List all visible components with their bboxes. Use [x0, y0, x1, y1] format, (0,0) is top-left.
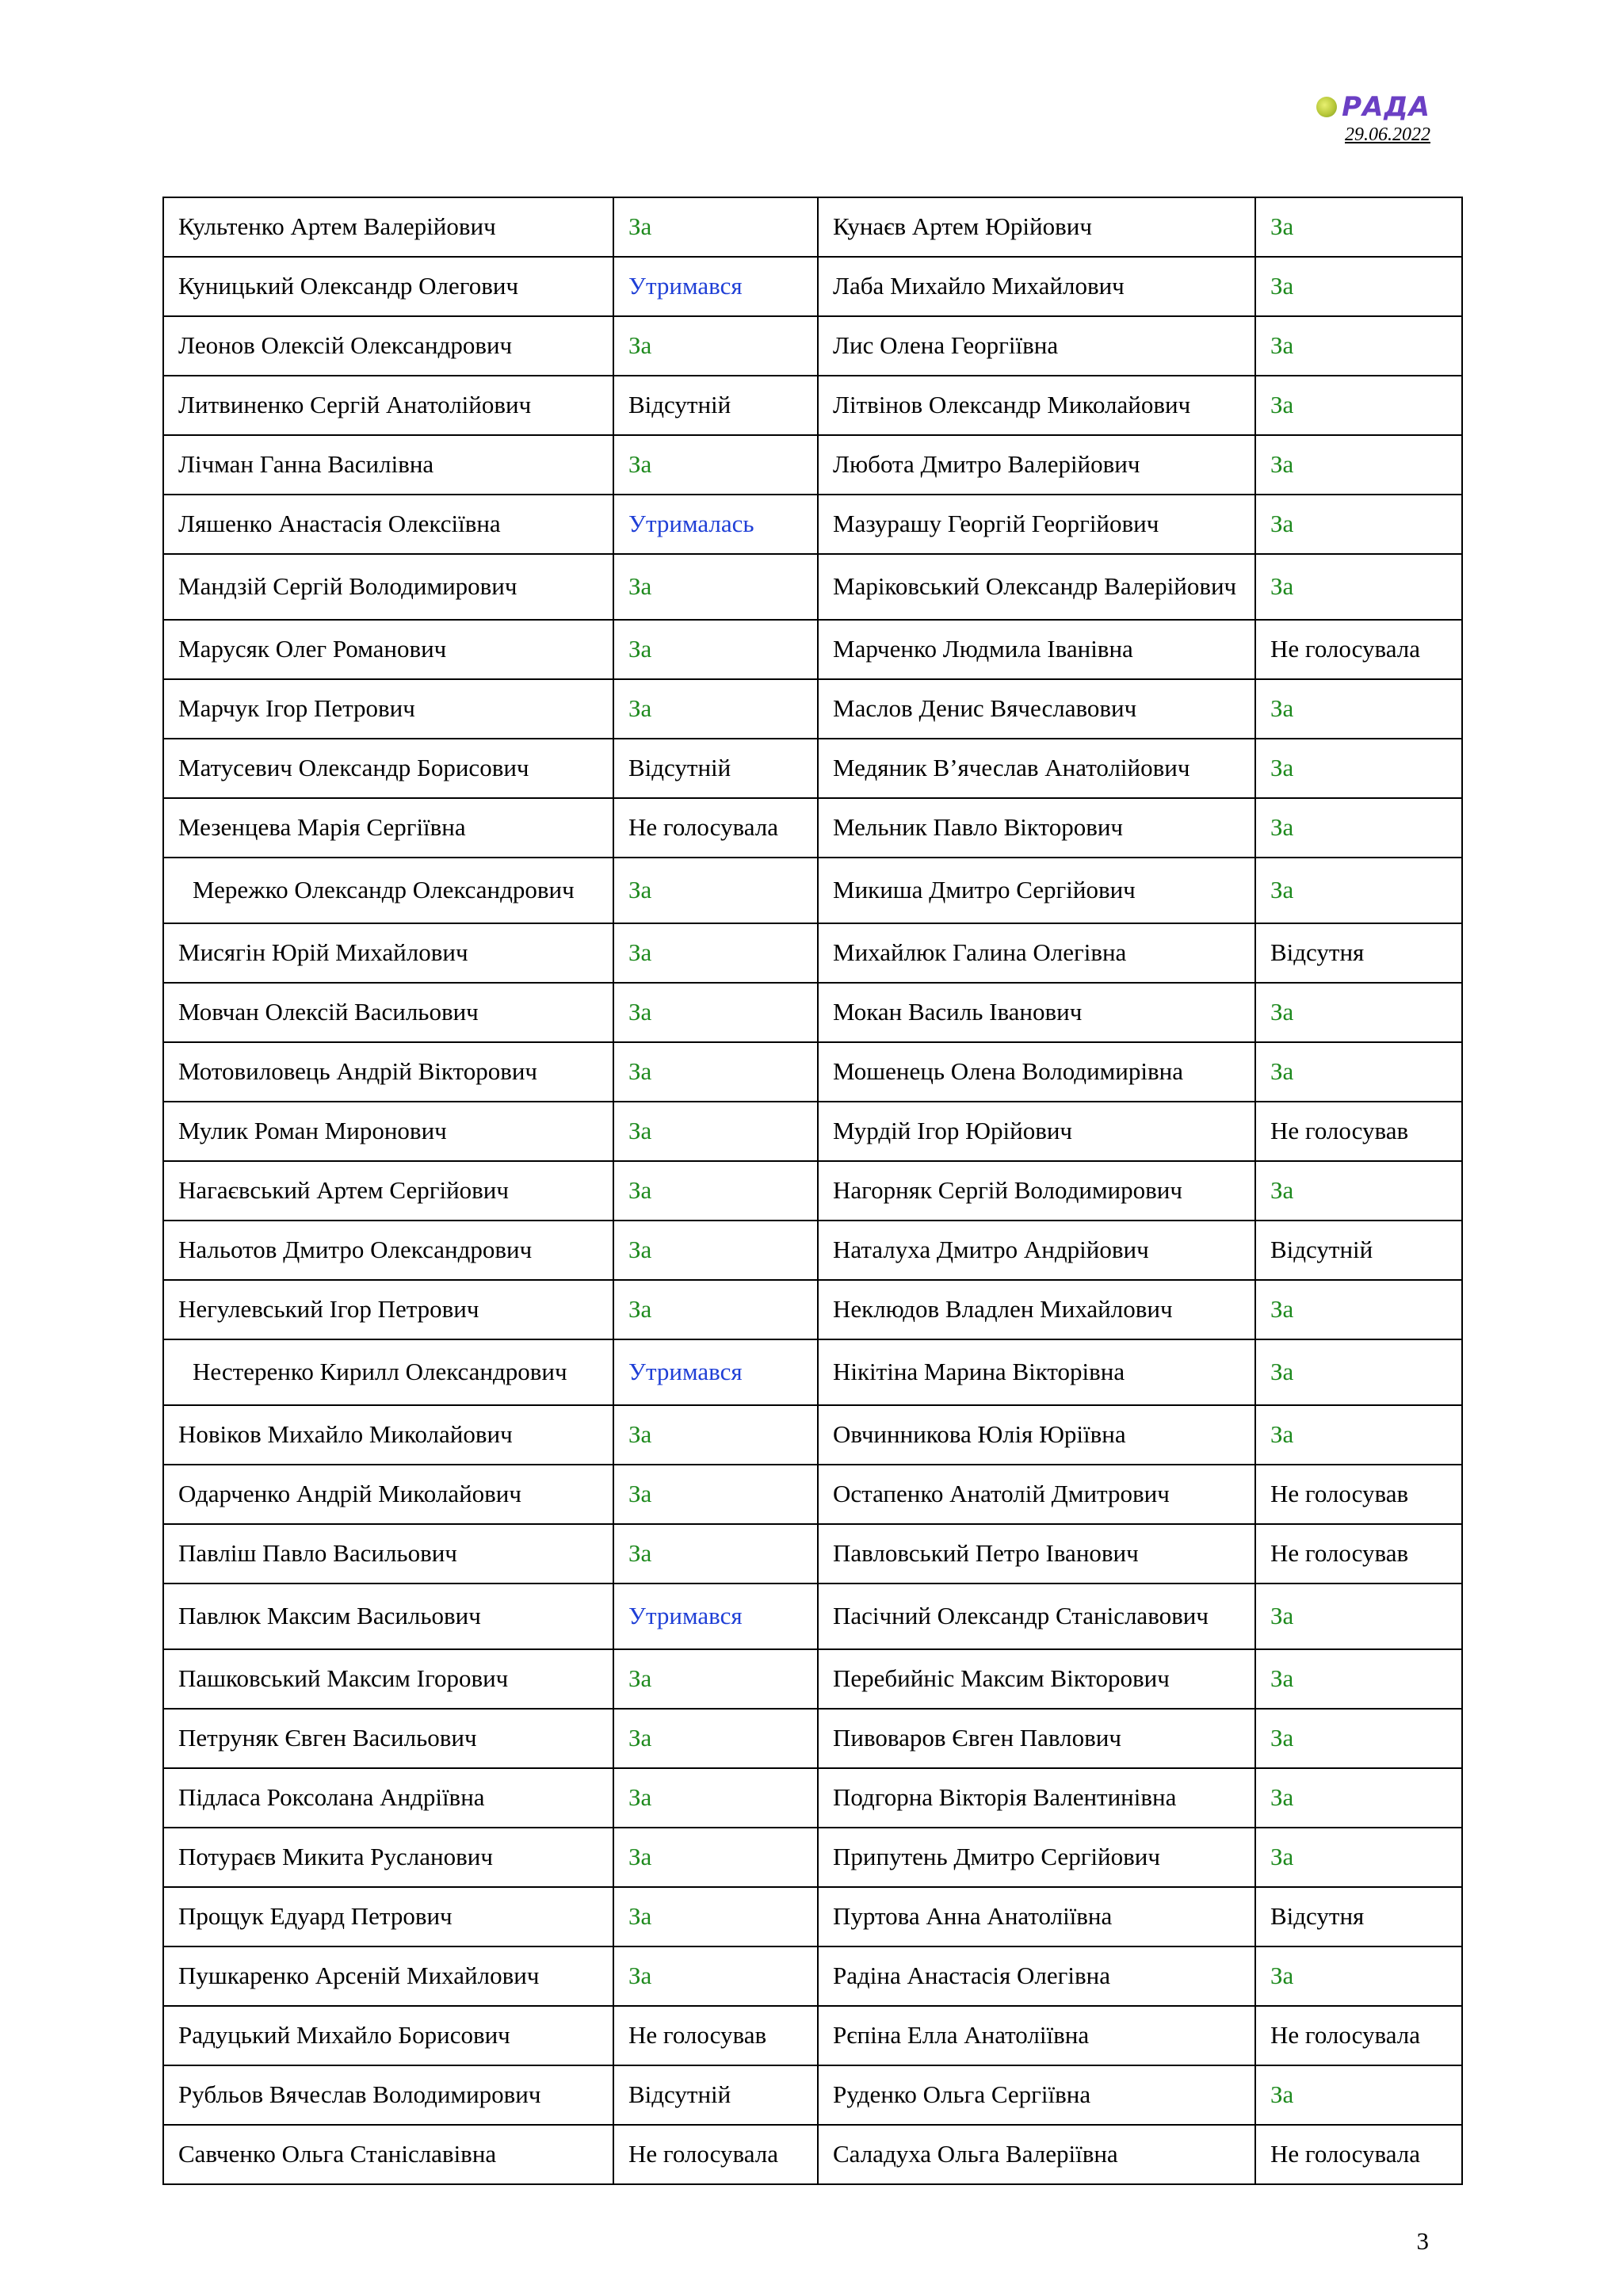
deputy-name-cell: Нагаєвський Артем Сергійович [163, 1161, 613, 1221]
vote-result-cell: За [1255, 798, 1462, 858]
vote-result-cell: За [613, 858, 818, 923]
deputy-name-cell: Наталуха Дмитро Андрійович [818, 1221, 1255, 1280]
deputy-name-cell: Мисягін Юрій Михайлович [163, 923, 613, 983]
deputy-name-cell: Михайлюк Галина Олегівна [818, 923, 1255, 983]
vote-result-cell: За [1255, 1280, 1462, 1339]
table-row [163, 2125, 1462, 2184]
table-row [163, 435, 1462, 495]
table-row [163, 554, 1462, 620]
vote-result-cell: За [613, 1221, 818, 1280]
deputy-name-cell: Ляшенко Анастасія Олексіївна [163, 495, 613, 554]
deputy-name-cell: Марчук Ігор Петрович [163, 679, 613, 739]
vote-result-cell: За [613, 620, 818, 679]
deputy-name-cell: Нікітіна Марина Вікторівна [818, 1339, 1255, 1405]
vote-result-cell: За [1255, 983, 1462, 1042]
deputy-name-cell: Павловський Петро Іванович [818, 1524, 1255, 1584]
vote-result-cell: За [613, 923, 818, 983]
vote-result-cell: Не голосувала [613, 798, 818, 858]
deputy-name-cell: Новіков Михайло Миколайович [163, 1405, 613, 1465]
vote-result-cell: Не голосував [613, 2006, 818, 2065]
vote-result-cell: За [613, 1946, 818, 2006]
deputy-name-cell: Петруняк Євген Васильович [163, 1709, 613, 1768]
table-row [163, 679, 1462, 739]
deputy-name-cell: Неклюдов Владлен Михайлович [818, 1280, 1255, 1339]
vote-result-cell: Утрималась [613, 495, 818, 554]
vote-result-cell: Не голосував [1255, 1465, 1462, 1524]
deputy-name-cell: Павліш Павло Васильович [163, 1524, 613, 1584]
table-row [163, 495, 1462, 554]
deputy-name-cell: Мережко Олександр Олександрович [163, 858, 613, 923]
deputy-name-cell: Пивоваров Євген Павлович [818, 1709, 1255, 1768]
deputy-name-cell: Пасічний Олександр Станіславович [818, 1584, 1255, 1649]
vote-result-cell: За [1255, 1649, 1462, 1709]
vote-result-cell: За [1255, 197, 1462, 257]
deputy-name-cell: Мулик Роман Миронович [163, 1102, 613, 1161]
vote-result-cell: За [613, 1161, 818, 1221]
vote-result-cell: Не голосувала [1255, 2125, 1462, 2184]
vote-result-cell: За [613, 1828, 818, 1887]
deputy-name-cell: Культенко Артем Валерійович [163, 197, 613, 257]
deputy-name-cell: Марченко Людмила Іванівна [818, 620, 1255, 679]
table-row [163, 1524, 1462, 1584]
deputy-name-cell: Лаба Михайло Михайлович [818, 257, 1255, 316]
table-row [163, 1709, 1462, 1768]
vote-result-cell: За [1255, 1828, 1462, 1887]
vote-result-cell: За [613, 1405, 818, 1465]
table-row [163, 983, 1462, 1042]
deputy-name-cell: Мандзій Сергій Володимирович [163, 554, 613, 620]
deputy-name-cell: Мельник Павло Вікторович [818, 798, 1255, 858]
table-row [163, 197, 1462, 257]
table-row [163, 2006, 1462, 2065]
vote-result-cell: Не голосувала [1255, 620, 1462, 679]
vote-result-cell: Відсутня [1255, 1887, 1462, 1946]
deputy-name-cell: Нагорняк Сергій Володимирович [818, 1161, 1255, 1221]
table-row [163, 1828, 1462, 1887]
vote-result-cell: За [613, 1280, 818, 1339]
vote-result-cell: За [1255, 257, 1462, 316]
deputy-name-cell: Припутень Дмитро Сергійович [818, 1828, 1255, 1887]
vote-result-cell: За [613, 1465, 818, 1524]
page-number: 3 [1416, 2227, 1429, 2255]
deputy-name-cell: Литвиненко Сергій Анатолійович [163, 376, 613, 435]
vote-result-cell: За [613, 197, 818, 257]
table-row [163, 1161, 1462, 1221]
vote-result-cell: За [613, 1524, 818, 1584]
table-row [163, 923, 1462, 983]
vote-result-cell: За [613, 1042, 818, 1102]
table-row [163, 316, 1462, 376]
table-row [163, 739, 1462, 798]
table-row [163, 1946, 1462, 2006]
table-row [163, 858, 1462, 923]
deputy-name-cell: Мотовиловець Андрій Вікторович [163, 1042, 613, 1102]
deputy-name-cell: Літвінов Олександр Миколайович [818, 376, 1255, 435]
deputy-name-cell: Перебийніс Максим Вікторович [818, 1649, 1255, 1709]
deputy-name-cell: Маріковський Олександр Валерійович [818, 554, 1255, 620]
vote-result-cell: За [1255, 554, 1462, 620]
vote-result-cell: Утримався [613, 1584, 818, 1649]
vote-result-cell: За [1255, 1584, 1462, 1649]
deputy-name-cell: Марусяк Олег Романович [163, 620, 613, 679]
deputy-name-cell: Мазурашу Георгій Георгійович [818, 495, 1255, 554]
vote-result-cell: За [613, 1102, 818, 1161]
vote-result-cell: За [613, 1649, 818, 1709]
voting-results-table [162, 197, 1463, 2185]
deputy-name-cell: Куницький Олександр Олегович [163, 257, 613, 316]
table-row [163, 1405, 1462, 1465]
deputy-name-cell: Любота Дмитро Валерійович [818, 435, 1255, 495]
deputy-name-cell: Мурдій Ігор Юрійович [818, 1102, 1255, 1161]
deputy-name-cell: Овчинникова Юлія Юріївна [818, 1405, 1255, 1465]
deputy-name-cell: Маслов Денис Вячеславович [818, 679, 1255, 739]
rada-logo-icon [1316, 97, 1337, 117]
vote-result-cell: Відсутній [1255, 1221, 1462, 1280]
table-row [163, 2065, 1462, 2125]
deputy-name-cell: Рєпіна Елла Анатоліївна [818, 2006, 1255, 2065]
deputy-name-cell: Пуртова Анна Анатоліївна [818, 1887, 1255, 1946]
table-row [163, 1339, 1462, 1405]
vote-result-cell: За [1255, 435, 1462, 495]
deputy-name-cell: Лис Олена Георгіївна [818, 316, 1255, 376]
deputy-name-cell: Прощук Едуард Петрович [163, 1887, 613, 1946]
deputy-name-cell: Рубльов Вячеслав Володимирович [163, 2065, 613, 2125]
vote-result-cell: За [613, 554, 818, 620]
vote-result-cell: За [1255, 1768, 1462, 1828]
deputy-name-cell: Пушкаренко Арсеній Михайлович [163, 1946, 613, 2006]
deputy-name-cell: Мокан Василь Іванович [818, 983, 1255, 1042]
deputy-name-cell: Потураєв Микита Русланович [163, 1828, 613, 1887]
table-row [163, 1221, 1462, 1280]
deputy-name-cell: Мошенець Олена Володимирівна [818, 1042, 1255, 1102]
vote-result-cell: За [1255, 1161, 1462, 1221]
vote-result-cell: Відсутній [613, 739, 818, 798]
vote-result-cell: Не голосував [1255, 1524, 1462, 1584]
vote-result-cell: За [1255, 376, 1462, 435]
rada-logo [1316, 91, 1430, 123]
table-row [163, 1887, 1462, 1946]
vote-result-cell: За [613, 1887, 818, 1946]
table-row [163, 1102, 1462, 1161]
voting-results-body [163, 197, 1462, 2184]
table-row [163, 798, 1462, 858]
vote-result-cell: За [1255, 1946, 1462, 2006]
deputy-name-cell: Негулевський Ігор Петрович [163, 1280, 613, 1339]
vote-result-cell: За [613, 983, 818, 1042]
vote-result-cell: За [613, 316, 818, 376]
deputy-name-cell: Лічман Ганна Василівна [163, 435, 613, 495]
deputy-name-cell: Нальотов Дмитро Олександрович [163, 1221, 613, 1280]
vote-result-cell: За [1255, 1339, 1462, 1405]
page-header [1316, 91, 1430, 145]
deputy-name-cell: Руденко Ольга Сергіївна [818, 2065, 1255, 2125]
vote-result-cell: За [613, 679, 818, 739]
table-row [163, 1465, 1462, 1524]
vote-result-cell: За [1255, 1405, 1462, 1465]
document-date: 29.06.2022 [1345, 124, 1430, 145]
vote-result-cell: За [1255, 858, 1462, 923]
vote-result-cell: Відсутній [613, 376, 818, 435]
table-row [163, 1042, 1462, 1102]
vote-result-cell: За [1255, 1042, 1462, 1102]
table-row [163, 376, 1462, 435]
deputy-name-cell: Одарченко Андрій Миколайович [163, 1465, 613, 1524]
table-row [163, 1584, 1462, 1649]
vote-result-cell: Відсутній [613, 2065, 818, 2125]
vote-result-cell: За [613, 435, 818, 495]
vote-result-cell: Утримався [613, 1339, 818, 1405]
table-row [163, 1649, 1462, 1709]
vote-result-cell: За [1255, 739, 1462, 798]
deputy-name-cell: Медяник В’ячеслав Анатолійович [818, 739, 1255, 798]
vote-result-cell: Не голосував [1255, 1102, 1462, 1161]
vote-result-cell: За [613, 1768, 818, 1828]
deputy-name-cell: Савченко Ольга Станіславівна [163, 2125, 613, 2184]
deputy-name-cell: Нестеренко Кирилл Олександрович [163, 1339, 613, 1405]
vote-result-cell: За [1255, 2065, 1462, 2125]
table-row [163, 1768, 1462, 1828]
deputy-name-cell: Кунаєв Артем Юрійович [818, 197, 1255, 257]
table-row [163, 620, 1462, 679]
vote-result-cell: За [613, 1709, 818, 1768]
vote-result-cell: Відсутня [1255, 923, 1462, 983]
deputy-name-cell: Подгорна Вікторія Валентинівна [818, 1768, 1255, 1828]
vote-result-cell: За [1255, 316, 1462, 376]
deputy-name-cell: Матусевич Олександр Борисович [163, 739, 613, 798]
deputy-name-cell: Павлюк Максим Васильович [163, 1584, 613, 1649]
deputy-name-cell: Підласа Роксолана Андріївна [163, 1768, 613, 1828]
table-row [163, 1280, 1462, 1339]
deputy-name-cell: Остапенко Анатолій Дмитрович [818, 1465, 1255, 1524]
vote-result-cell: За [1255, 679, 1462, 739]
logo-text: РАДА [1342, 91, 1430, 123]
vote-result-cell: Утримався [613, 257, 818, 316]
deputy-name-cell: Радіна Анастасія Олегівна [818, 1946, 1255, 2006]
deputy-name-cell: Радуцький Михайло Борисович [163, 2006, 613, 2065]
deputy-name-cell: Мезенцева Марія Сергіївна [163, 798, 613, 858]
deputy-name-cell: Мовчан Олексій Васильович [163, 983, 613, 1042]
deputy-name-cell: Саладуха Ольга Валеріївна [818, 2125, 1255, 2184]
vote-result-cell: За [1255, 1709, 1462, 1768]
deputy-name-cell: Пашковський Максим Ігорович [163, 1649, 613, 1709]
vote-result-cell: Не голосувала [613, 2125, 818, 2184]
vote-result-cell: За [1255, 495, 1462, 554]
table-row [163, 257, 1462, 316]
vote-result-cell: Не голосувала [1255, 2006, 1462, 2065]
deputy-name-cell: Леонов Олексій Олександрович [163, 316, 613, 376]
deputy-name-cell: Микиша Дмитро Сергійович [818, 858, 1255, 923]
